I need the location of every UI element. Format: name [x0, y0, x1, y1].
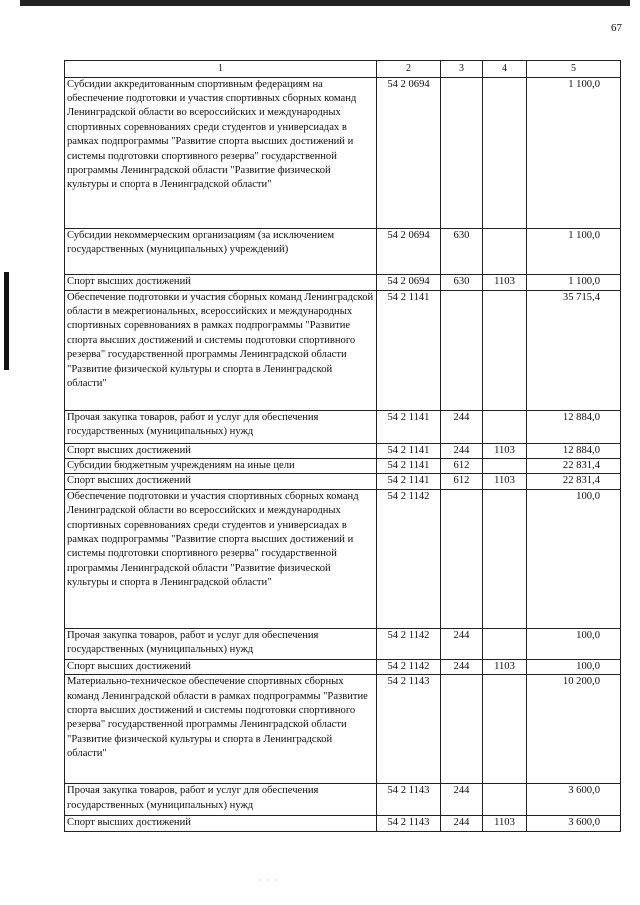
row-amount: 22 831,4 — [527, 459, 621, 474]
row-section — [483, 228, 527, 274]
row-name: Прочая закупка товаров, работ и услуг для обеспечения государственных (муниципальных) нужд — [65, 784, 377, 816]
row-target-code: 54 2 1143 — [377, 784, 441, 816]
row-target-code: 54 2 1143 — [377, 816, 441, 831]
row-section: 1103 — [483, 274, 527, 290]
row-section — [483, 784, 527, 816]
row-amount: 10 200,0 — [527, 675, 621, 784]
row-target-code: 54 2 1141 — [377, 410, 441, 443]
row-section: 1103 — [483, 443, 527, 458]
row-amount: 3 600,0 — [527, 816, 621, 831]
scan-top-border — [20, 0, 630, 6]
row-target-code: 54 2 1142 — [377, 659, 441, 674]
row-name: Субсидии некоммерческим организациям (за исключением государственных (муниципальных) учреждений) — [65, 228, 377, 274]
row-expense-type — [441, 290, 483, 410]
row-section — [483, 489, 527, 628]
header-row — [65, 61, 621, 78]
row-amount: 35 715,4 — [527, 290, 621, 410]
row-amount: 3 600,0 — [527, 784, 621, 816]
row-expense-type: 244 — [441, 443, 483, 458]
table-row — [65, 410, 621, 443]
table-row — [65, 228, 621, 274]
row-expense-type: 244 — [441, 784, 483, 816]
row-target-code: 54 2 1141 — [377, 474, 441, 489]
table-row — [65, 489, 621, 628]
row-amount: 100,0 — [527, 489, 621, 628]
table-row — [65, 443, 621, 458]
row-section — [483, 628, 527, 659]
row-name: Обеспечение подготовки и участия спортивных сборных команд Ленинградской области во всероссийских и международных спортивных соревнованиях среди студентов и универсиадах в рамках подпрограммы "Развитие спорта высших достижений и системы подготовки спортивного резерва" государственной программы Ленинградской области "Развитие физической культуры и спорта в Ленинградской области" — [65, 489, 377, 628]
row-amount: 100,0 — [527, 628, 621, 659]
row-expense-type: 244 — [441, 410, 483, 443]
row-section: 1103 — [483, 816, 527, 831]
row-expense-type: 244 — [441, 628, 483, 659]
row-name: Спорт высших достижений — [65, 443, 377, 458]
row-name: Субсидии аккредитованным спортивным федерациям на обеспечение подготовки и участия спортивных сборных команд Ленинградской области во всероссийских и международных спортивных соревнованиях среди студентов и универсиадах в рамках подпрограммы "Развитие спорта высших достижений и системы подготовки спортивного резерва" государственной программы Ленинградской области "Развитие физической культуры и спорта в Ленинградской области" — [65, 77, 377, 228]
row-section — [483, 410, 527, 443]
row-section — [483, 459, 527, 474]
row-name: Спорт высших достижений — [65, 659, 377, 674]
row-name: Спорт высших достижений — [65, 474, 377, 489]
row-target-code: 54 2 1141 — [377, 459, 441, 474]
row-section: 1103 — [483, 474, 527, 489]
table-row — [65, 816, 621, 831]
table-row — [65, 274, 621, 290]
scan-left-mark — [4, 272, 9, 370]
row-expense-type — [441, 489, 483, 628]
budget-table — [64, 60, 621, 832]
table-row — [65, 784, 621, 816]
header-col-3: 3 — [441, 61, 483, 78]
row-target-code: 54 2 1141 — [377, 290, 441, 410]
row-name: Прочая закупка товаров, работ и услуг для обеспечения государственных (муниципальных) нужд — [65, 410, 377, 443]
row-section: 1103 — [483, 659, 527, 674]
row-amount: 1 100,0 — [527, 274, 621, 290]
row-expense-type — [441, 77, 483, 228]
row-amount: 100,0 — [527, 659, 621, 674]
header-col-4: 4 — [483, 61, 527, 78]
row-amount: 22 831,4 — [527, 474, 621, 489]
row-target-code: 54 2 0694 — [377, 274, 441, 290]
row-name: Спорт высших достижений — [65, 816, 377, 831]
row-section — [483, 290, 527, 410]
table-row — [65, 77, 621, 228]
row-expense-type: 612 — [441, 474, 483, 489]
row-name: Обеспечение подготовки и участия сборных команд Ленинградской области в межрегиональных, всероссийских и международных спортивных соревнованиях в рамках подпрограммы "Развитие спорта высших достижений и системы подготовки спортивного резерва" государственной программы Ленинградской области "Развитие физической культуры и спорта в Ленинградской области" — [65, 290, 377, 410]
row-section — [483, 675, 527, 784]
row-amount: 12 884,0 — [527, 443, 621, 458]
row-expense-type — [441, 675, 483, 784]
row-amount: 12 884,0 — [527, 410, 621, 443]
row-expense-type: 630 — [441, 228, 483, 274]
table-row — [65, 474, 621, 489]
row-expense-type: 612 — [441, 459, 483, 474]
table-row — [65, 459, 621, 474]
scan-noise: · · · — [258, 876, 280, 885]
row-name: Спорт высших достижений — [65, 274, 377, 290]
row-name: Прочая закупка товаров, работ и услуг для обеспечения государственных (муниципальных) нужд — [65, 628, 377, 659]
header-col-2: 2 — [377, 61, 441, 78]
row-target-code: 54 2 0694 — [377, 228, 441, 274]
row-amount: 1 100,0 — [527, 77, 621, 228]
page-number: 67 — [611, 22, 622, 34]
table-row — [65, 290, 621, 410]
row-target-code: 54 2 1142 — [377, 628, 441, 659]
row-amount: 1 100,0 — [527, 228, 621, 274]
row-name: Субсидии бюджетным учреждениям на иные цели — [65, 459, 377, 474]
header-col-1: 1 — [65, 61, 377, 78]
row-target-code: 54 2 1143 — [377, 675, 441, 784]
row-section — [483, 77, 527, 228]
row-name: Материально-техническое обеспечение спортивных сборных команд Ленинградской области в рамках подпрограммы "Развитие спорта высших достижений и системы подготовки спортивного резерва" государственной программы Ленинградской области "Развитие физической культуры и спорта в Ленинградской области" — [65, 675, 377, 784]
row-expense-type: 244 — [441, 816, 483, 831]
row-target-code: 54 2 1142 — [377, 489, 441, 628]
table-row — [65, 628, 621, 659]
row-expense-type: 244 — [441, 659, 483, 674]
table-row — [65, 675, 621, 784]
row-target-code: 54 2 1141 — [377, 443, 441, 458]
row-target-code: 54 2 0694 — [377, 77, 441, 228]
header-col-5: 5 — [527, 61, 621, 78]
table-row — [65, 659, 621, 674]
row-expense-type: 630 — [441, 274, 483, 290]
